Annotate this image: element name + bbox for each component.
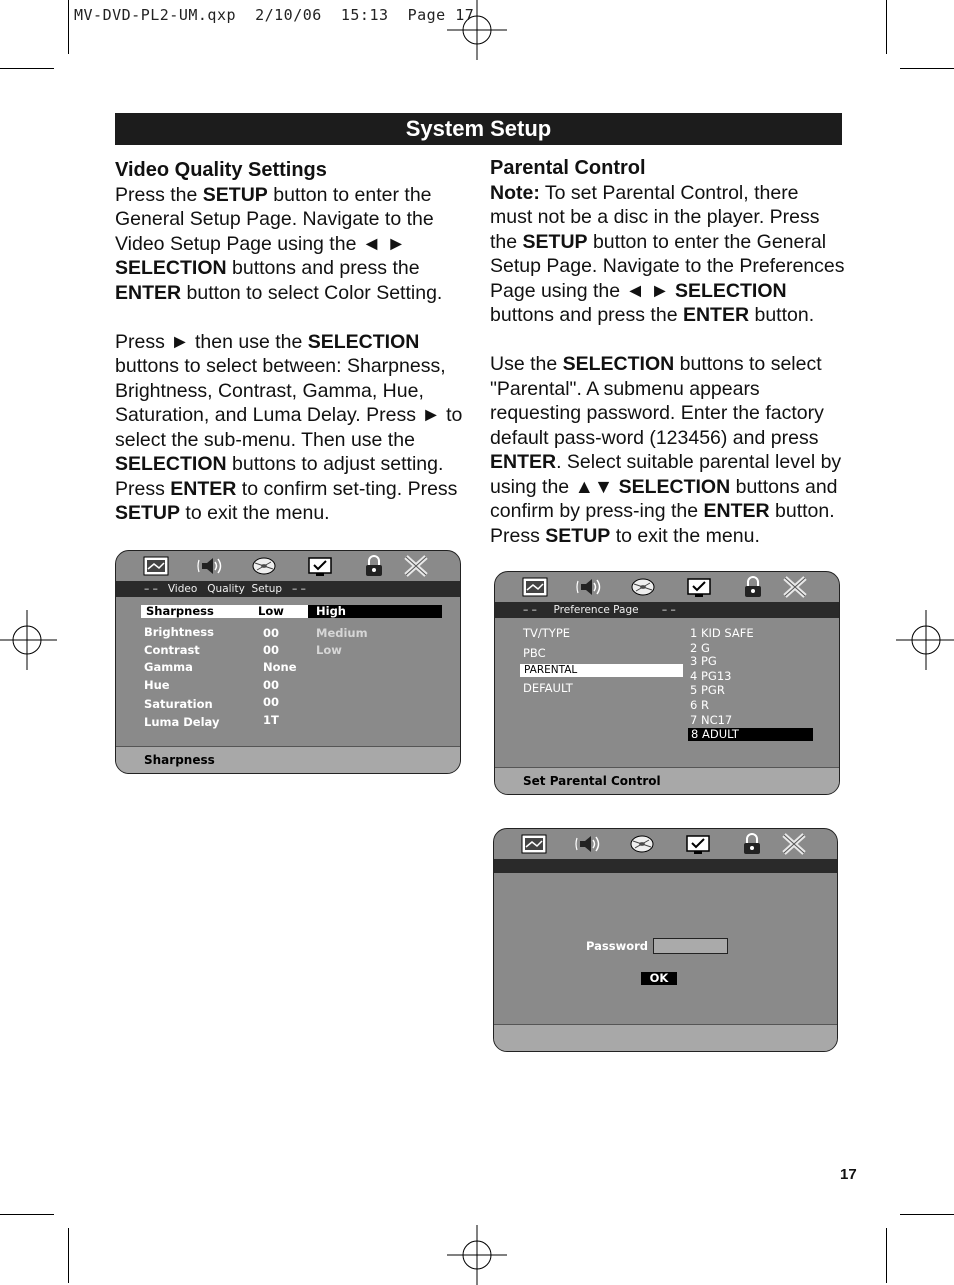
menu-item-tv-type[interactable]: TV/TYPE (523, 626, 571, 640)
level-kid-safe[interactable]: 1 KID SAFE (690, 626, 754, 640)
registration-mark (896, 610, 954, 670)
close-icon[interactable] (781, 575, 809, 599)
password-osd (493, 828, 838, 1052)
menu-item-luma-delay[interactable]: Luma Delay (144, 715, 220, 729)
disc-icon[interactable] (629, 575, 657, 599)
parental-paragraph-2: Use the SELECTION buttons to select "Parental". A submenu appears requesting password. Enter the factory default pass-word (123456) and press ENTER. Select suitable parental level by using the ▲▼ SELECTION buttons and confirm by press-ing the ENTER button. Press SETUP to exit the menu. (490, 353, 842, 547)
crop-mark (900, 1214, 954, 1215)
level-pg[interactable]: 3 PG (690, 654, 717, 668)
menu-item-pbc[interactable]: PBC (523, 646, 546, 660)
menu-item-contrast[interactable]: Contrast (144, 643, 200, 657)
menu-item-hue[interactable]: Hue (144, 678, 170, 692)
menu-item-gamma[interactable]: Gamma (144, 660, 193, 674)
option-low[interactable]: Low (316, 643, 342, 657)
value-gamma: None (263, 660, 297, 674)
level-pgr[interactable]: 5 PGR (690, 683, 725, 697)
lock-icon[interactable] (360, 554, 388, 578)
value-contrast: 00 (263, 643, 280, 657)
value-luma-delay: 1T (263, 713, 279, 727)
registration-mark (0, 610, 57, 670)
picture-icon[interactable] (142, 554, 170, 578)
password-input[interactable] (653, 938, 728, 954)
crop-mark (0, 68, 54, 69)
osd-page-title: – – Preference Page – – (495, 602, 839, 618)
osd-footer: Set Parental Control (495, 767, 839, 794)
lock-icon[interactable] (738, 832, 766, 856)
osd-footer: Sharpness (116, 746, 460, 773)
speaker-icon[interactable] (196, 554, 224, 578)
level-adult[interactable]: 8 ADULT (688, 728, 813, 741)
level-g[interactable]: 2 G (690, 641, 710, 655)
option-high[interactable]: High (308, 605, 442, 618)
speaker-icon[interactable] (574, 832, 602, 856)
crop-mark (0, 1214, 54, 1215)
osd-page-title: – – Video Quality Setup – – (116, 581, 460, 597)
parental-control-section (490, 156, 846, 548)
value-hue: 00 (263, 678, 280, 692)
menu-item-brightness[interactable]: Brightness (144, 625, 214, 639)
video-paragraph-1: Press the SETUP button to enter the General Setup Page. Navigate to the Video Setup Page using the ◄ ► SELECTION buttons and press the ENTER button to select Color Setting. (115, 183, 443, 304)
close-icon[interactable] (780, 832, 808, 856)
level-pg13[interactable]: 4 PG13 (690, 669, 732, 683)
video-paragraph-2: Press ► then use the SELECTION buttons to select between: Sharpness, Brightness, Contrast, Gamma, Hue, Saturation, and Luma Delay. Press ► to select the sub-menu. Then use the SELECTION buttons to adjust setting. Press ENTER to confirm set-ting. Press SETUP to exit the menu. (115, 330, 463, 524)
tv-check-icon[interactable] (684, 832, 712, 856)
osd-icon-bar (494, 829, 837, 859)
osd-icon-bar (116, 551, 460, 581)
tv-check-icon[interactable] (306, 554, 334, 578)
file-slug: MV-DVD-PL2-UM.qxp 2/10/06 15:13 Page 17 (74, 6, 475, 24)
video-quality-section (115, 158, 475, 526)
video-heading: Video Quality Settings (115, 159, 327, 181)
parental-paragraph-1: Note: To set Parental Control, there must not be a disc in the player. Press the SETUP button to enter the General Setup Page. Navigate to the Preferences Page using the ◄ ► SELECTION buttons and press the ENTER button. (490, 181, 845, 326)
crop-mark (886, 1228, 887, 1283)
lock-icon[interactable] (739, 575, 767, 599)
value-brightness: 00 (263, 626, 280, 640)
section-title: System Setup (115, 113, 842, 145)
disc-icon[interactable] (628, 832, 656, 856)
tv-check-icon[interactable] (685, 575, 713, 599)
disc-icon[interactable] (250, 554, 278, 578)
menu-item-default[interactable]: DEFAULT (523, 681, 573, 695)
video-quality-osd (115, 550, 461, 774)
speaker-icon[interactable] (575, 575, 603, 599)
crop-mark (68, 1228, 69, 1283)
page-number: 17 (840, 1166, 857, 1183)
menu-item-sharpness[interactable]: Sharpness Low (141, 605, 308, 618)
menu-item-saturation[interactable]: Saturation (144, 697, 213, 711)
picture-icon[interactable] (520, 832, 548, 856)
osd-footer (494, 1024, 837, 1051)
ok-button[interactable]: OK (641, 972, 677, 985)
crop-mark (900, 68, 954, 69)
close-icon[interactable] (402, 554, 430, 578)
level-r[interactable]: 6 R (690, 698, 709, 712)
crop-mark (68, 0, 69, 54)
osd-page-title-bar (494, 859, 837, 873)
menu-item-parental[interactable]: PARENTAL (520, 664, 683, 677)
password-label: Password (586, 939, 648, 953)
picture-icon[interactable] (521, 575, 549, 599)
value-saturation: 00 (263, 695, 280, 709)
level-nc17[interactable]: 7 NC17 (690, 713, 733, 727)
crop-mark (886, 0, 887, 54)
osd-icon-bar (495, 572, 839, 602)
registration-mark (447, 1225, 507, 1285)
option-medium[interactable]: Medium (316, 626, 368, 640)
parental-heading: Parental Control (490, 157, 646, 179)
preference-page-osd (494, 571, 840, 795)
